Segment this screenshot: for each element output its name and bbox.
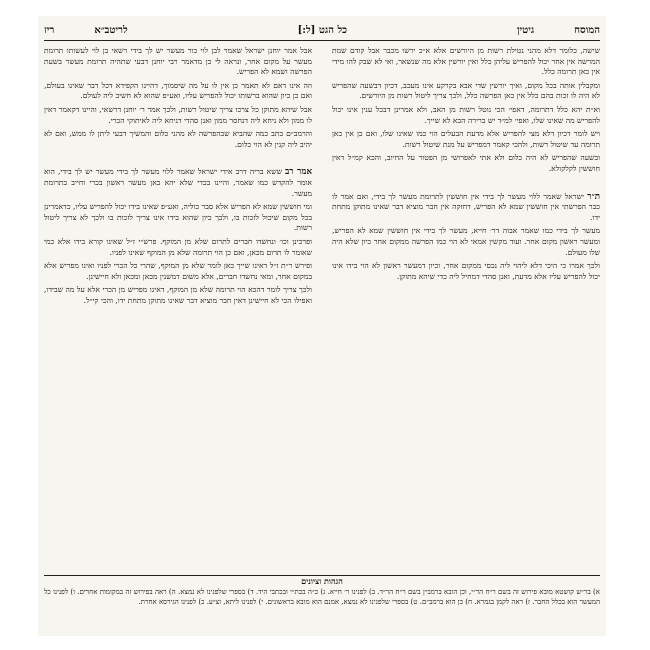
notes-text: א) בר״ש קושטא מובא פירוש זה בשם ר״ח הר״י, וכן הובא ברמב״ן בשם ר״ח הר״ד. ב) לפנינו ר׳ חייא. ג) כ״ה בכת״י ובכתבי היד. ד) בספרי שלפנינו לא נמצא. ה) ראה בפירוש זה במקומות אחרים. ו) לפנינו כל המעשר הוא בכלל החבר. ז) ראה לקמן בגמרא. ח) כן הוא ברמב״ם. ט) בספרי שלפנינו לא נמצא, אמנם הוא מובא בראשונים. י) לפנינו ליתא, וצ״ע. כ) לפנינו הגירסא אחרת. <box>44 588 600 606</box>
notes-title: הגהות וציונים <box>301 576 343 586</box>
lead-word: אמר רב <box>285 167 312 178</box>
paragraph: ולכך אמרו כי היכי דלא ליהוי ליה נכסי ממקום אחר, וכיון דמעשר ראשון לא הוי בידו אינו יכול להפריש עליו אלא מדעת, ואנן סהדי דמחיל ליה כדי שיהא מתוקן. <box>332 261 600 281</box>
paragraph: ת״ר ישראל שאמר ללוי מעשר לך בידי אין חוששין לתרומת מעשר לך בידי, ואם אמר לו כבר הפרשתי אין חוששין שמא לא הפריש, דחזקה אין חבר מוציא דבר שאינו מתוקן מתחת ידו. <box>332 191 600 222</box>
paragraph: והרמב״ם כתב כמה שהביא שבהפרשה לא מהני כלום והמשיך דבעי ליתן לו ממש, ואם לא יהיב ליה קנין לא הוי כלום. <box>44 129 312 149</box>
book-title: לריטב״א <box>94 24 128 36</box>
paragraph: ובשעה שהפריש לא היה כלום ולא אתי לאפרושי מן הפטור על החיוב, והכא קמ״ל דאין חוששין לקלקולא. <box>332 153 600 173</box>
paragraph: ומקבלין אותה בכל מקום, ואיך יורשין שדי אבא בקרקע אינו מעכב, דכיון דבשעה שהפריש לא היה לו זכות בהם כלל אין כאן הפרשה כלל, ולכך צריך ליטול רשות מן היורשים. <box>332 80 600 101</box>
paragraph: אבל אמר יוחנן ישראל שאמר לבן לוי כור מעשר יש לך בידי רשאי בן לוי לעשותו תרומת מעשר על מקום אחר, ונראה לי כן מדאמר רבי יוחנן דבעי שתהיה תרומת מעשר בשעת הפרשה ושמא לא הפריש. <box>44 46 312 77</box>
page-header <box>44 20 600 41</box>
book-page <box>38 16 606 636</box>
paragraph: ופירש ר״ת ז״ל דאינו שייך כאן לומר שלא מן המוקף, שהרי כל הכרי לפניו ואינו מפריש אלא במקום אחר, ומאי נחשדו חברים, אלא משום דמשנין מכאן ומכאן ולא חיישינן. <box>44 261 312 281</box>
left-column <box>44 46 312 572</box>
paragraph: ופרכינן וכו׳ ונחשדו חברים לתרום שלא מן המוקף. פרש״י ז״ל שאינו קורא בידו אלא כמי שאומר לו תרום מכאן, ואם כן הוי תרומה שלא מן המוקף שאינו לפניו. <box>44 236 312 257</box>
paragraph: אמר רב ששא בריה דרב אידי ישראל שאמר ללוי מעשר לך בידי מעשר יש לך בידי, הוא אומר להקדש כמו שאמר, והיינו בכדי שלא יהא כאן מעשר ראשון בכרי וחייב בתרומת מעשר. <box>44 167 312 198</box>
right-column <box>332 46 600 572</box>
paragraph: וזה אינו דאם לא תאמר כן אין לו על מה שיסמוך, דהיינו הקפידא דכל דבר שאינו בעולם, ואם כן כיון שהוא ברשותו יכול להפריש עליו, ואע״פ שהוא לא חשיב ליה לעולם. <box>44 80 312 101</box>
chapter-title: כל הגט [ל:] <box>297 24 348 36</box>
lead-word: ת״ר <box>587 191 600 202</box>
paragraph: ויש לומר דכיון דלא מצי להפריש אלא מדעת הבעלים הוי כמו שאינו שלו, ואם כן אין כאן תרומה עד שיטול רשות, ולהכי קאמר דמפריש על מנת שיטול רשות. <box>332 129 600 149</box>
paragraph: מעשר לך בידי כמו שאמר אבוה דר׳ חייא, מעשר לך בידי אין חוששין שמא לא הפריש, ומעשר ראשון מקום אחר. ועוד מקשין אמאי לא הוי כמו הפרשה ממקום אחר כיון שלא היה שלו מעולם. <box>332 226 600 257</box>
tractate-name: גיטין <box>517 24 535 36</box>
section-title: המוסח <box>574 24 600 36</box>
paragraph: ולכך צריך לומר דהכא הוי תרומה שלא מן המוקף, דאינו מפריש מן הכרי אלא על מה שבידו, ואפילו הכי לא חיישינן דאין חבר מוציא דבר שאינו מתוקן מתחת ידו, והכי קי״ל. <box>44 285 312 305</box>
paragraph-gap <box>332 178 600 192</box>
paragraph-gap <box>44 153 312 167</box>
page-number: ריז <box>44 24 55 36</box>
paragraph: שישה, כלומר דלא מהני נטילת רשות מן היורשים אלא א״כ ירשו מכבר אבל קודם שמת המרשה אין אחר יכול להפריש עליהן כלל ואין יורשין אלא מה שנשאר, ואי לא שבק להו מידי אין כאן תרומה כלל. <box>332 46 600 77</box>
paragraph: ומי חוששין שמא לא הפריש אלא סבר כוליה, ואע״פ שאינו בידו יכול להפריש עליו, כדאמרינן בכל מקום שיכול לזכות בו, ולכך כיון שהוא בידו אינו צריך לזכות בו ולכך לא צריך ליטול רשות. <box>44 202 312 233</box>
paragraph: אבל שיהא מתוקן כל צרכו צריך שיטול רשות, ולכך אמר ר׳ יוחנן דרשאי, והיינו דקאמר דאין לו ממון ולא ניחא ליה דנחסר ממון ואנן סהדי דניחא ליה לאיתוקי הכרי. <box>44 104 312 125</box>
paragraph: וא״ת יהא כלל דתרומה, דאפי׳ הכי נוטל רשות מן האב, ולא אמרינן דבכל ענין אינו יכול להפריש מה שאינו שלו, ואפי׳ למ״ד יש ברירה הכא לא שייך. <box>332 104 600 125</box>
